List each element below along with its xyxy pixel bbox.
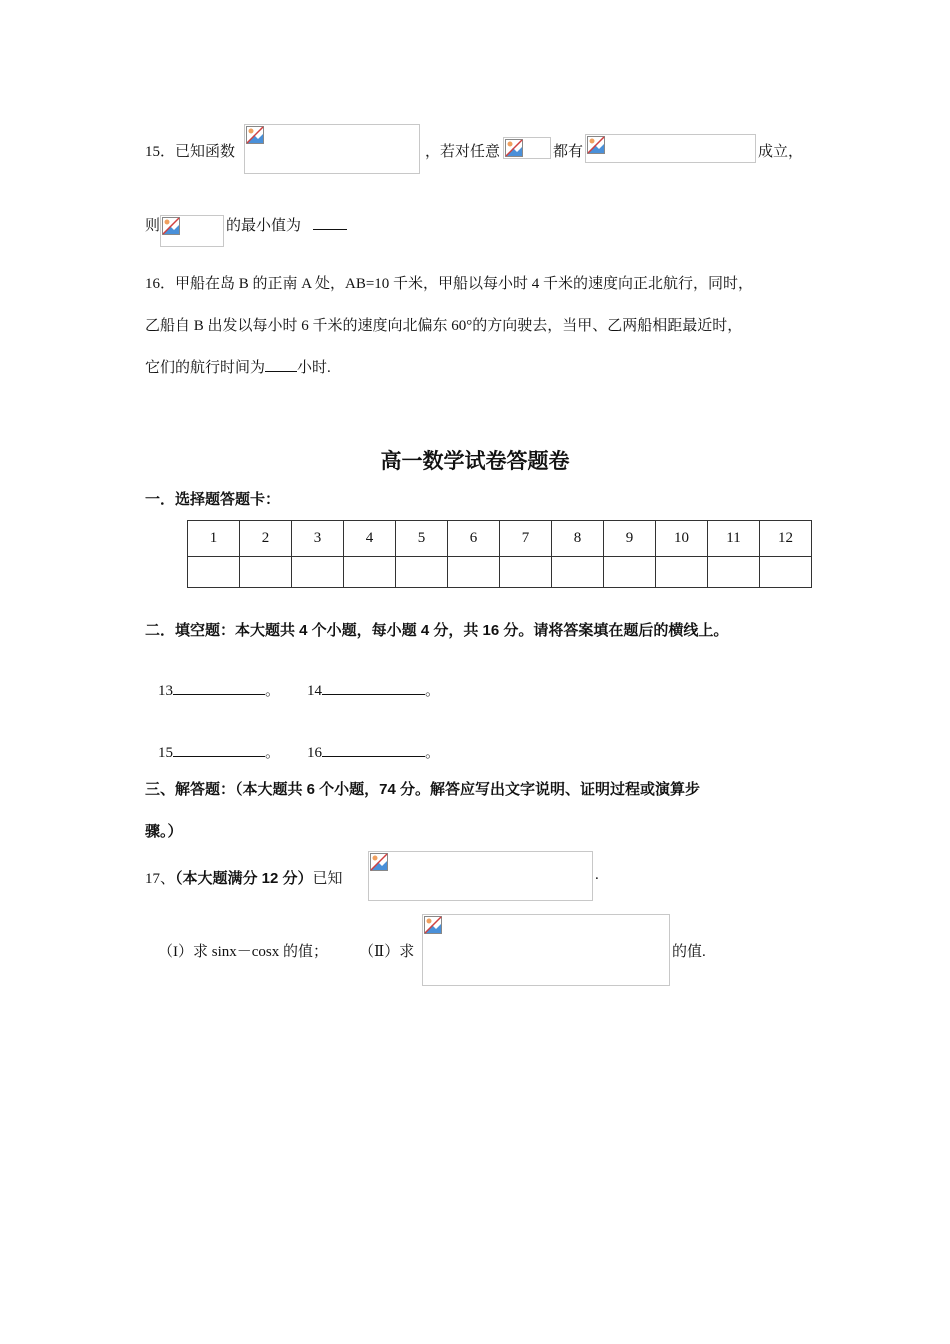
formula-image bbox=[503, 137, 551, 159]
fill-item-end: 。 bbox=[425, 745, 441, 761]
answer-cell[interactable] bbox=[656, 557, 708, 588]
answer-card-table bbox=[187, 520, 812, 588]
fill-item-end: 。 bbox=[265, 683, 281, 699]
q15-line2-text bbox=[226, 214, 347, 235]
table-header-cell: 1 bbox=[188, 521, 240, 557]
fill-item-number: 13 bbox=[158, 683, 173, 699]
formula-image bbox=[244, 124, 420, 174]
broken-image-icon bbox=[370, 853, 388, 871]
answer-blank[interactable] bbox=[173, 742, 265, 757]
q15-line2-prefix: 则 bbox=[145, 218, 161, 234]
section3-heading-line1: 三、解答题：（本大题共 6 个小题，74 分。解答应写出文字说明、证明过程或演算步 bbox=[145, 781, 701, 798]
broken-image-icon bbox=[505, 139, 523, 157]
fill-item-15 bbox=[158, 741, 280, 762]
answer-cell[interactable] bbox=[500, 557, 552, 588]
table-header-cell: 12 bbox=[760, 521, 812, 557]
table-header-cell: 4 bbox=[344, 521, 396, 557]
q17-part1: （I）求 sinx－cosx 的值； bbox=[158, 944, 328, 960]
table-header-cell: 11 bbox=[708, 521, 760, 557]
fill-item-number: 14 bbox=[307, 683, 322, 699]
broken-image-icon bbox=[246, 126, 264, 144]
q15-line1-has: 都有 bbox=[553, 144, 584, 160]
q17-line bbox=[145, 867, 343, 888]
fill-item-13 bbox=[158, 679, 280, 700]
q17-end: . bbox=[595, 867, 599, 883]
q17-number: 17、 bbox=[145, 871, 176, 887]
answer-blank bbox=[265, 357, 297, 372]
answer-cell[interactable] bbox=[604, 557, 656, 588]
q15-line2-label: 的最小值为 bbox=[226, 218, 302, 234]
formula-image bbox=[368, 851, 593, 901]
fill-item-16 bbox=[307, 741, 440, 762]
formula-image bbox=[160, 215, 224, 247]
q15-line1-prefix: 15．已知函数 bbox=[145, 144, 236, 160]
table-answer-row bbox=[188, 557, 812, 588]
q17-text: 已知 bbox=[312, 871, 343, 887]
broken-image-icon bbox=[424, 916, 442, 934]
table-header-cell: 10 bbox=[656, 521, 708, 557]
answer-cell[interactable] bbox=[448, 557, 500, 588]
fill-item-end: 。 bbox=[265, 745, 281, 761]
answer-cell[interactable] bbox=[760, 557, 812, 588]
section3-heading-line2: 骤。） bbox=[145, 823, 183, 840]
answer-blank bbox=[313, 215, 347, 230]
fill-item-end: 。 bbox=[425, 683, 441, 699]
formula-image bbox=[585, 134, 756, 163]
table-header-cell: 2 bbox=[240, 521, 292, 557]
page-title: 高一数学试卷答题卷 bbox=[380, 449, 570, 473]
table-header-row bbox=[188, 521, 812, 557]
table-header-cell: 9 bbox=[604, 521, 656, 557]
table-header-cell: 8 bbox=[552, 521, 604, 557]
fill-item-number: 16 bbox=[307, 745, 322, 761]
table-header-cell: 7 bbox=[500, 521, 552, 557]
answer-cell[interactable] bbox=[396, 557, 448, 588]
q16-line1: 16．甲船在岛 B 的正南 A 处，AB=10 千米，甲船以每小时 4 千米的速度向正北航行，同时， bbox=[145, 276, 754, 292]
answer-cell[interactable] bbox=[552, 557, 604, 588]
q16-line2: 乙船自 B 出发以每小时 6 千米的速度向北偏东 60°的方向驶去，当甲、乙两船相距最近时， bbox=[145, 318, 743, 334]
broken-image-icon bbox=[162, 217, 180, 235]
q17-part2: （Ⅱ）求 bbox=[359, 944, 415, 960]
broken-image-icon bbox=[587, 136, 605, 154]
table-header-cell: 3 bbox=[292, 521, 344, 557]
formula-image bbox=[422, 914, 670, 986]
table-header-cell: 5 bbox=[396, 521, 448, 557]
answer-cell[interactable] bbox=[344, 557, 396, 588]
q16-line3-prefix: 它们的航行时间为 bbox=[145, 360, 266, 376]
section1-heading: 一．选择题答题卡： bbox=[145, 491, 281, 508]
section2-heading: 二．填空题：本大题共 4 个小题，每小题 4 分，共 16 分。请将答案填在题后的横线上。 bbox=[145, 622, 729, 639]
q15-line1-end: 成立， bbox=[758, 144, 804, 160]
q15-line1-mid: ，若对任意 bbox=[425, 144, 501, 160]
table-header-cell: 6 bbox=[448, 521, 500, 557]
q17-part2-end: 的值. bbox=[672, 944, 706, 960]
answer-cell[interactable] bbox=[240, 557, 292, 588]
answer-cell[interactable] bbox=[292, 557, 344, 588]
answer-cell[interactable] bbox=[708, 557, 760, 588]
q16-line3-suffix: 小时. bbox=[297, 360, 331, 376]
fill-item-number: 15 bbox=[158, 745, 173, 761]
q16-line3 bbox=[145, 356, 331, 377]
answer-cell[interactable] bbox=[188, 557, 240, 588]
answer-blank[interactable] bbox=[322, 680, 425, 695]
answer-blank[interactable] bbox=[322, 742, 425, 757]
answer-blank[interactable] bbox=[173, 680, 265, 695]
fill-item-14 bbox=[307, 679, 440, 700]
q17-score-label: （本大题满分 12 分） bbox=[175, 870, 313, 887]
